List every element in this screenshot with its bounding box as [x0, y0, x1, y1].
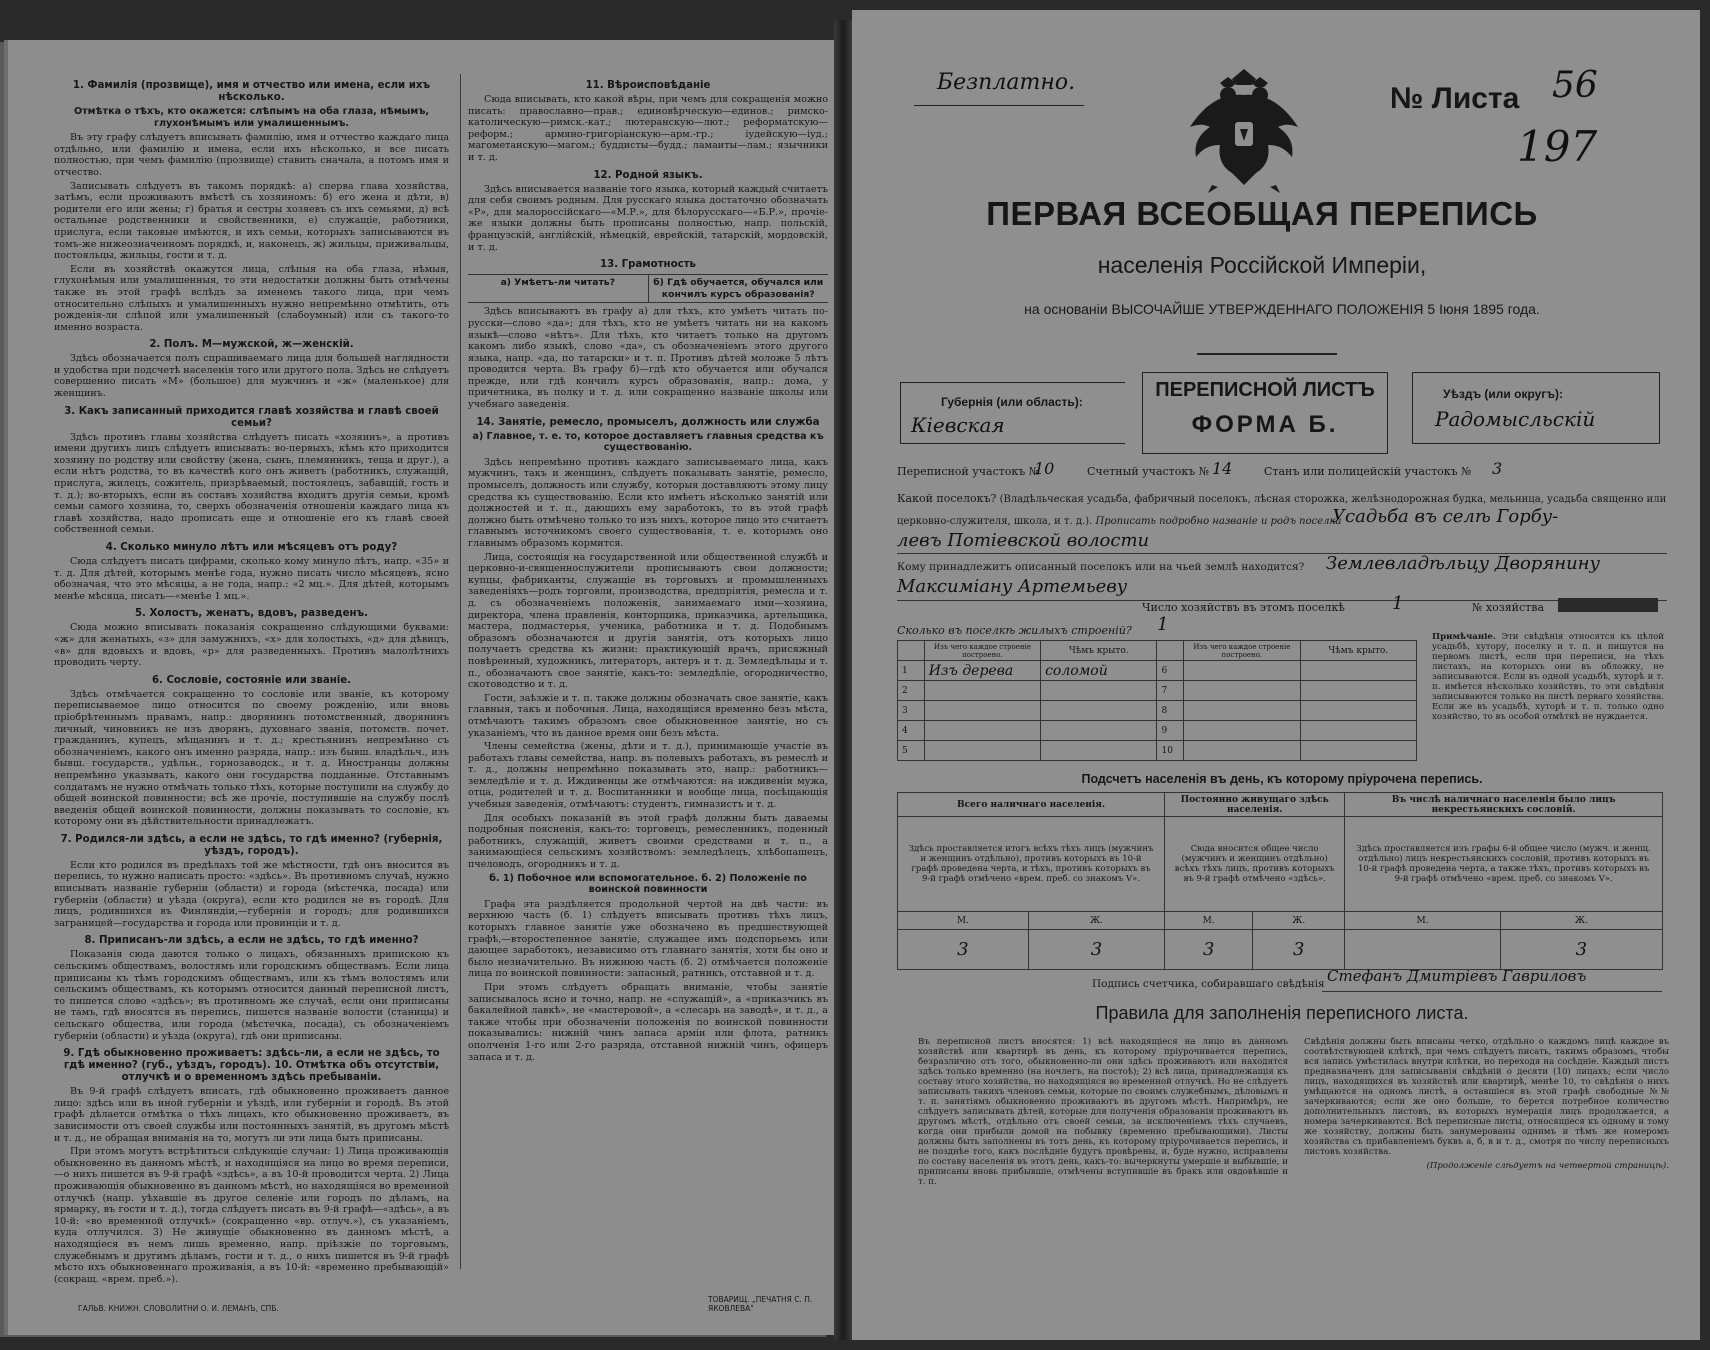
- building-roof: [1041, 721, 1157, 741]
- section-heading: 9. Гдѣ обыкновенно проживаетъ: здѣсь-ли, а если не здѣсь, то гдѣ именно? (губ., уѣздъ, городъ). 10. Отмѣтка объ отсутствіи, отлучкѣ и о временномъ здѣсь пребываніи.: [63, 1048, 440, 1084]
- building-material: [1184, 681, 1300, 701]
- police-district-handwritten: 3: [1492, 459, 1503, 478]
- form-title-box: [1142, 372, 1388, 454]
- owner-handwritten-2: Максиміану Артемьеву: [897, 576, 1128, 597]
- female-count: 3: [1028, 930, 1164, 970]
- instruction-paragraph: При этомъ слѣдуетъ обращать вниманіе, чтобы занятіе записывалось ясно и точно, напр. не «служащій», а «приказчикъ въ бакалейной лавкѣ», не «мастеровой», а «слесарь на заводѣ», и т. д., а также чтобы при обозначеніи положенія по воинской повинности показывались: нижній чинъ запаса арміи или флота, ратникъ ополченія 1-го или 2-го разряда, отставной нижній чинъ, офицеръ запаса и т. д.: [468, 981, 828, 1063]
- literacy-subheading: б) Гдѣ обучается, обучался или кончилъ курсъ образованія?: [648, 275, 829, 302]
- signature-label: Подпись счетчика, собиравшаго свѣдѣнія: [1092, 978, 1325, 990]
- buildings-roof-header-2: Чѣмъ крыто.: [1300, 641, 1416, 661]
- building-row: [898, 701, 1417, 721]
- building-material: [1184, 721, 1300, 741]
- instruction-paragraph: Здѣсь противъ главы хозяйства слѣдуетъ писать «хозяинъ», а противъ имени другихъ лицъ слѣдуетъ вписывать: во-первыхъ, кѣмъ кто приходится хозяину по родству или свойству (жена, сынъ, племянникъ, теща и друг.), а если нѣтъ родства, то въ качествѣ кого онъ живетъ (работникъ, служащій, прислуга, жилецъ, сожитель, призрѣваемый, постоялецъ, забавщій, гость и т. д.); во-вторыхъ, если въ составъ хозяйства входятъ другія семьи, кромѣ семьи самого хозяина, то, сверхъ обозначенія отношенія каждаго лица къ главѣ хозяйства, надо прописать еще и отношеніе его къ главѣ своей собственной семьи.: [54, 431, 449, 536]
- book-spine: [834, 20, 852, 1340]
- female-label: Ж.: [1500, 912, 1662, 930]
- households-handwritten: 1: [1392, 593, 1404, 614]
- title-divider: [1197, 353, 1337, 355]
- continued-note: (Продолженіе слѣдуетъ на четвертой страницѣ).: [1426, 1161, 1669, 1171]
- rules-column-left: Въ переписной листъ вносятся: 1) всѣ находящіеся на лицо въ данномъ хозяйствѣ или квартирѣ въ день, къ которому пріурочивается перепись, безразлично отъ того, обыкновенно-ли они здѣсь проживаютъ или находятся здѣсь только временно (на ночлегъ, на постоѣ); 2) всѣ лица, принадлежащія къ составу этого хозяйства, но находящіяся во временной отлучкѣ. Но не слѣдуетъ записывать такихъ членовъ семьи, которые по своимъ служебнымъ, дѣловымъ и т. п. занятіямъ обыкновенно проживаютъ въ другомъ мѣстѣ. Напримѣръ, не слѣдуетъ записывать дѣтей, которые для полученія образованія проживаютъ въ другомъ мѣстѣ, отдѣльно отъ своей семьи, за исключеніемъ тѣхъ случаевъ, когда они прибыли домой на побывку (временно пребывающими). Листы должны быть заполнены въ тотъ день, къ которому пріурочивается перепись, и не позднѣе того, какъ послѣдніе будутъ провѣрены, и, буде нужно, исправлены по составу населенія въ этотъ день, какъ-то: вычеркнуты умершіе и выбывшіе, и приписаны вновь прибывшіе, отмѣчены вступившіе въ бракъ или овдовѣвшіе и т. п.: [918, 1037, 1288, 1187]
- households-label: Число хозяйствъ въ этомъ поселкѣ: [1142, 601, 1345, 614]
- census-title: ПЕРВАЯ ВСЕОБЩАЯ ПЕРЕПИСЬ: [986, 195, 1538, 232]
- female-count: 3: [1253, 930, 1345, 970]
- female-label: Ж.: [1253, 912, 1345, 930]
- police-district-label: Станъ или полицейскій участокъ №: [1264, 465, 1472, 478]
- population-count-table: [897, 792, 1663, 970]
- building-number: 1: [898, 661, 925, 681]
- counting-district-label: Счетный участокъ №: [1087, 465, 1210, 478]
- building-row: [898, 681, 1417, 701]
- section-heading: 8. Приписанъ-ли здѣсь, а если не здѣсь, то гдѣ именно?: [84, 935, 419, 947]
- instruction-paragraph: При этомъ могутъ встрѣтиться слѣдующіе случаи: 1) Лица проживающія обыкновенно въ данномъ мѣстѣ, и находящіяся на лицо во время переписи,—о нихъ пишется въ 9-й графѣ «здѣсь», а въ 10-й проводится черта. 2) Лица проживающія обыкновенно въ данномъ мѣстѣ, но находящіяся во временной отлучкѣ (напр. уѣхавшіе въ другое селеніе или городъ по дѣламъ, на ярмарку, въ гости и т. д.), тогда слѣдуетъ писать въ 9-й графѣ—«здѣсь», а въ 10-й: «во временной отлучкѣ» (сокращенно «вр. отлуч.»), съ указаніемъ, куда отлучился. 3) Не живущіе обыкновенно въ данномъ мѣстѣ, а находящіеся въ немъ лишь временно, напр. пріѣзжіе по торговымъ, служебнымъ и другимъ дѣламъ, гости и т. д., о нихъ пишется въ 9-й графѣ мѣсто ихъ обыкновеннаго проживанія, а въ 10-й: «временно пребывающій» (сокращ. «врем. преб.»).: [54, 1146, 449, 1285]
- building-number: 5: [898, 741, 925, 761]
- count-column-header: Всего наличнаго населенія.: [898, 793, 1165, 817]
- section-heading: 1. Фамилія (прозвище), имя и отчество или имена, если ихъ нѣсколько.: [72, 80, 431, 103]
- census-form-page: [852, 10, 1700, 1340]
- section-heading: 4. Сколько минуло лѣтъ или мѣсяцевъ отъ роду?: [105, 542, 398, 553]
- form-variant: ФОРМА Б.: [1191, 411, 1339, 438]
- signature-handwritten: Стефанъ Дмитріевъ Гавриловъ: [1327, 967, 1587, 985]
- settlement-instruction: Прописать подробно названіе и родъ поселка: [1095, 516, 1342, 527]
- legal-basis: на основаніи ВЫСОЧАЙШЕ УТВЕРЖДЕННАГО ПОЛОЖЕНІЯ 5 Іюня 1895 года.: [1024, 301, 1540, 317]
- census-district-handwritten: 10: [1034, 459, 1055, 478]
- building-number: 3: [898, 701, 925, 721]
- count-column-header: Въ числѣ наличнаго населенія было лицъ некрестьянскихъ сословій.: [1345, 793, 1663, 817]
- building-roof: соломой: [1041, 661, 1157, 681]
- rules-right-text: Свѣдѣнія должны быть вписаны четко, отдѣльно о каждомъ лицѣ каждое въ соотвѣтствующей клѣткѣ, при чемъ слѣдуетъ писать, такимъ образомъ, чтобы вся запись умѣстилась внутри клѣтки, но переходя на сосѣдніе. Каждый листъ предназначенъ для записыванія свѣдѣній о десяти (10) лицахъ; если число лицъ, находящихся въ хозяйствѣ или квартирѣ, менѣе 10, то свѣдѣнія о нихъ умѣщаются на одномъ листѣ, а оставшіеся въ этой графѣ свободные №№ зачеркиваются; если же оно больше, то берется потребное количество дополнительныхъ листовъ, въ которыхъ нумерація лицъ продолжается, а номера зачеркиваются. Всѣ переписные листы, относящіеся къ одному и тому же хозяйству, должны быть занумерованы однимъ и тѣмъ же номеромъ хозяйства съ прибавленіемъ буквъ а, б, в и т. д., смотря по числу переписныхъ листовъ хозяйства.: [1304, 1037, 1669, 1157]
- section-heading: 2. Полъ. М—мужской, ж—женскій.: [149, 339, 354, 351]
- instruction-paragraph: Лица, состоящія на государственной или общественной службѣ и церковно-и-священнослужители прописываютъ свои должности; купцы, фабриканты, служащіе въ торговыхъ и промышленныхъ заведеніяхъ—родъ торговли, производства, предпріятія, ремесла и т. д. съ обозначеніемъ положенія, занимаемаго ими—хозяина, директора, члена правленія, конторщика, приказчика, артельщика, мастера, подмастерья, ученика, работника и т. д. Подобнымъ образомъ обозначаются и другія занятія, отъ которыхъ лицо получаетъ средства къ жизни: практикующій врачъ, присяжный повѣренный, художникъ, литераторъ, актеръ и т. д. Земледѣльцы и т. п., обозначаютъ свое занятіе, какъ-то: земледѣліе, огородничество, скотоводство и т. д.: [468, 551, 828, 691]
- section-heading: 11. Вѣроисповѣданіе: [585, 80, 711, 91]
- building-number: 8: [1157, 701, 1184, 721]
- building-number: 9: [1157, 721, 1184, 741]
- building-material: Изъ дерева: [924, 661, 1040, 681]
- building-material: [1184, 741, 1300, 761]
- section-subheading: б. 1) Побочное или вспомогательное. б. 2) Положеніе по воинской повинности: [489, 872, 807, 896]
- instruction-paragraph: Сюда вписывать, кто какой вѣры, при чемъ для сокращенія можно писать: православно—прав.; единовѣрческую—единов.; римско-католическую—римск.-кат.; лютеранскую—лют.; реформатскую—реформ.; армяно-григоріанскую—арм.-гр.; іудейскую—іуд.; магометанскую—магом.; буддисты—будд.; ламаиты—лам.; язычники и т. д.: [468, 94, 828, 163]
- male-count: 3: [1165, 930, 1253, 970]
- instruction-paragraph: Показанія сюда даются только о лицахъ, обязанныхъ припискою къ сельскимъ обществамъ, волостямъ или городскимъ обществамъ. Если лица приписаны къ тѣмъ городскимъ обществамъ, или къ тѣмъ волостямъ или сельскимъ обществамъ, къ которымъ относится данный переписной листъ, то пишется слово «здѣсь»; въ противномъ же случаѣ, если они приписаны не тамъ, гдѣ вносятся въ перепись, пишется названіе волости (станицы) и сельскаго общества, или города (мѣстечка, посада), съ обозначеніемъ губерніи (области) и уѣзда (округа), гдѣ они приписаны.: [54, 949, 449, 1042]
- uezd-handwritten: Радомысльскій: [1435, 407, 1596, 431]
- building-roof: [1300, 721, 1416, 741]
- owner-handwritten-1: Землевладѣльцу Дворянину: [1326, 553, 1600, 574]
- column-divider: [460, 74, 461, 1269]
- archive-number-handwritten: 197: [1517, 122, 1598, 171]
- census-subtitle: населенія Россійской Имперіи,: [1097, 252, 1427, 278]
- male-count: 3: [898, 930, 1029, 970]
- settlement-label: Какой поселокъ?: [897, 492, 997, 505]
- uezd-box: [1412, 372, 1660, 444]
- building-material: [924, 701, 1040, 721]
- buildings-material-header-2: Изъ чего каждое строеніе построено.: [1184, 641, 1300, 661]
- instruction-paragraph: Здѣсь непремѣнно противъ каждаго записываемаго лица, какъ мужчинъ, такъ и женщинъ, слѣдуетъ показывать занятіе, ремесло, промыселъ, должность или службу, которыя доставляютъ этому лицу средства къ существованію. Если кто имѣетъ нѣсколько занятій или должностей и т. п., дающихъ ему заработокъ, то въ этой графѣ должно быть отмѣчено только то изъ нихъ, которое лицо это считаетъ главнымъ источникомъ своего существованія, т. е. которымъ оно главнымъ образомъ кормится.: [468, 456, 828, 549]
- literacy-subheading: а) Умѣетъ-ли читать?: [500, 277, 615, 289]
- printer-note-right: ТОВАРИЩ. „ПЕЧАТНЯ С. П. ЯКОВЛЕВА": [708, 1295, 813, 1313]
- note-text: Эти свѣдѣнія относятся къ цѣлой усадьбѣ, хутору, поселку и т. п. и пишутся на первомъ листѣ, если при переписи, на тѣхъ листахъ, на которыхъ они въ обложку, не записываются. Если въ одной усадьбѣ, хуторѣ и т. п. имѣется нѣсколько хозяйствъ, то эти свѣдѣнія записываются только на листѣ перваго хозяйства. Если же въ усадьбѣ, хуторѣ и т. п. только одно хозяйство, то въ особой отмѣткѣ не нуждается.: [1432, 632, 1664, 722]
- section-heading: 6. Сословіе, состояніе или званіе.: [151, 674, 352, 686]
- buildings-note: [1432, 632, 1664, 722]
- rules-title: Правила для заполненія переписного листа.: [1095, 1003, 1469, 1023]
- male-label: М.: [898, 912, 1029, 930]
- instruction-paragraph: Записывать слѣдуетъ въ такомъ порядкѣ: а) сперва глава хозяйства, затѣмъ, если проживаютъ вмѣстѣ съ хозяиномъ: б) его жена и дѣти, в) родители его или жены; г) братья и сестры хозяевъ съ ихъ семьями, д) всѣ остальные родственники и свойственники, е) служащіе, работники, прислуга, если таковые имѣются, и ихъ семьи, которыхъ записываются въ томъ-же нижеозначенномъ порядкѣ, и, наконецъ, ж) жильцы, приживальцы, постояльцы, жильцы, гости и т. д.: [54, 180, 449, 262]
- sheet-number-label: № Листа: [1390, 82, 1520, 115]
- instruction-paragraph: Здѣсь отмѣчается сокращенно то сословіе или званіе, къ которому переписываемое лицо относится по своему рожденію, или вновь пріобрѣтеннымъ правамъ, напр.: дворянинъ потомственный, дворянинъ личный, чиновникъ не изъ дворянъ, духовнаго званія, потомств. почет. гражданинъ, купецъ, мѣщанинъ и т. д.; крестьянинъ непремѣнно съ обозначеніемъ, какого онъ именно разряда, напр.: изъ бывш. владѣльч., изъ бывш. государств., удѣльн., горнозаводск., и т. д. Иностранцы должны непремѣнно указывать, какого они государства подданные. Отставнымъ солдатамъ не нужно отмѣчать только тѣхъ, которые поступили на службу до общей воинской повинности; всѣ же прочіе, поступившіе на службу послѣ введенія общей воинской повинности, должны показывать то сословіе, къ которому они въ дѣйствительности принадлежатъ.: [54, 688, 449, 828]
- form-title: ПЕРЕПИСНОЙ ЛИСТЪ: [1155, 379, 1375, 401]
- instruction-paragraph: Если въ хозяйствѣ окажутся лица, слѣпыя на оба глаза, нѣмыя, глухонѣмыя или умалишенныя, то эти недостатки должны быть отмѣчены также въ этой графѣ вслѣдъ за именемъ такого лица, при чемъ относительно слѣпыхъ и умалишенныхъ нужно непремѣнно отмѣтить, отъ рожденія-ли слѣпой или умалишенный (слабоумный) или съ такого-то именно возраста.: [54, 263, 449, 333]
- buildings-material-header: Изъ чего каждое строеніе построено.: [924, 641, 1040, 661]
- census-district-label: Переписной участокъ №: [897, 465, 1040, 478]
- building-roof: [1041, 701, 1157, 721]
- building-number: 6: [1157, 661, 1184, 681]
- instruction-paragraph: Графа эта раздѣляется продольной чертой на двѣ части: въ верхнюю часть (б. 1) слѣдуетъ вписывать противъ тѣхъ лицъ, которыхъ главное занятіе уже обозначено въ предшествующей графѣ,—второстепенное занятіе, служащее имъ подспорьемъ или дающее заработокъ, независимо отъ главнаго занятія, хотя бы оно и было незначительно. Въ нижнюю часть (б. 2) отмѣчается положеніе лица по воинской повинности: запасный, ратникъ, отставной и т. д.: [468, 898, 828, 980]
- section-heading: 13. Грамотность: [600, 259, 696, 271]
- count-row: [898, 912, 1663, 930]
- counting-district-handwritten: 14: [1212, 459, 1233, 478]
- building-row: [898, 661, 1417, 681]
- building-roof: [1300, 661, 1416, 681]
- section-heading: 7. Родился-ли здѣсь, а если не здѣсь, то гдѣ именно? (губернія, уѣздъ, городъ).: [60, 833, 443, 857]
- section-subheading: Отмѣтка о тѣхъ, кто окажется: слѣпымъ на оба глаза, нѣмымъ, глухонѣмымъ или умалишеннымъ.: [73, 106, 430, 129]
- building-number: 10: [1157, 741, 1184, 761]
- settlement-handwritten-2: левъ Потіевской волости: [897, 530, 1150, 551]
- instructions-column-2: [468, 74, 828, 1065]
- free-label: Безплатно.: [937, 70, 1076, 95]
- instruction-paragraph: Здѣсь вписывается названіе того языка, который каждый считаетъ для себя своимъ родным. Для русскаго языка достаточно обозначать «Р», для малороссійскаго—«М.Р.», для бѣлорусскаго—«Б.Р.», прочіе-же языки должны быть прописаны полностью, напр. польскій, французскій, англійскій, нѣмецкій, еврейскій, татарскій, мордовскій, и т. д.: [468, 183, 828, 253]
- household-number-label: № хозяйства: [1472, 601, 1544, 614]
- rules-column-right: [1304, 1037, 1669, 1171]
- buildings-label: Сколько въ поселкѣ жилыхъ строеній?: [897, 624, 1132, 637]
- count-column-description: Сюда вносится общее число (мужчинъ и женщинъ отдѣльно) всѣхъ тѣхъ лицъ, противъ которыхъ въ 9-й графѣ отмѣчено «здѣсь».: [1165, 817, 1345, 912]
- count-column-description: Здѣсь проставляется итогъ всѣхъ тѣхъ лицъ (мужчинъ и женщинъ отдѣльно), противъ которыхъ въ 10-й графѣ проведена черта, и тѣхъ, противъ которыхъ въ 9-й графѣ отмѣчено «врем. преб. со знакомъ V».: [898, 817, 1165, 912]
- section-heading: 3. Какъ записанный приходится главѣ хозяйства и главѣ своей семьи?: [64, 405, 439, 429]
- imperial-eagle-emblem: [1182, 65, 1307, 195]
- free-underline: [914, 105, 1084, 106]
- household-number-redaction: [1558, 598, 1658, 612]
- instruction-paragraph: Если кто родился въ предѣлахъ той же мѣстности, гдѣ онъ вносится въ перепись, то нужно написать просто: «здѣсь». Въ противномъ случаѣ, нужно вписывать названіе губерніи (области) и города (мѣстечка, посада) или губерніи (области) и уѣзда (округа), если кто родился не въ городѣ. Для лицъ, родившихся въ Финляндіи,—губернія и городъ; для родившихся заграницей—государства и города или провинціи и т. д.: [54, 859, 449, 929]
- building-roof: [1300, 681, 1416, 701]
- buildings-handwritten: 1: [1157, 614, 1169, 635]
- gubernia-handwritten: Кіевская: [911, 413, 1005, 437]
- section-heading: 5. Холостъ, женатъ, вдовъ, разведенъ.: [134, 608, 369, 620]
- instruction-paragraph: Въ 9-й графѣ слѣдуетъ вписать, гдѣ обыкновенно проживаетъ данное лицо: здѣсь или въ иной губерніи и уѣздѣ, или губерніи и городѣ. Въ этой графѣ дѣлается отмѣтка о тѣхъ лицахъ, кто обыкновенно проживаетъ, въ зависимости отъ своей службы или постоянныхъ занятій, въ другомъ мѣстѣ и т. д., не обращая вниманія на то, могутъ ли эти лица быть приписаны.: [54, 1086, 449, 1144]
- building-material: [924, 741, 1040, 761]
- instruction-paragraph: Члены семейства (жены, дѣти и т. д.), принимающіе участіе въ работахъ главы семейства, напр. въ полевыхъ работахъ, въ ремеслѣ и т. д., должны непремѣнно показывать это, напр.: работникъ—земледѣліе и т. д. Иждивенцы же отмѣчаются: на иждивеніи мужа, отца, родителей и т. д. Воспитанники и вообще лица, посѣщающія учебныя заведенія, отмѣчаютъ: студентъ, гимназистъ и т. д.: [468, 741, 828, 811]
- building-row: [898, 741, 1417, 761]
- section-heading: 14. Занятіе, ремесло, промыселъ, должность или служба: [476, 416, 820, 428]
- building-number: 4: [898, 721, 925, 741]
- count-row: [898, 817, 1663, 912]
- sheet-number-handwritten: 56: [1552, 65, 1598, 106]
- printer-note-left: ГАЛЬВ. КНИЖН. СЛОВОЛИТНИ О. И. ЛЕМАНЪ, СПБ.: [78, 1304, 279, 1313]
- population-count-title: Подсчетъ населенія въ день, къ которому пріурочена перепись.: [1081, 772, 1483, 786]
- instruction-paragraph: Здѣсь обозначается полъ спрашиваемаго лица для большей наглядности и удобства при подсчетѣ населенія того или другого пола. Здѣсь не слѣдуетъ совершенно писать «М» (большое) для мужчинъ и «ж» (маленькое) для женщинъ.: [54, 353, 449, 400]
- settlement-handwritten-1: Усадьба въ селѣ Горбу-: [1332, 506, 1559, 527]
- count-row: [898, 793, 1663, 817]
- count-row: [898, 930, 1663, 970]
- owner-label: Кому принадлежитъ описанный поселокъ или на чьей землѣ находится?: [897, 561, 1305, 573]
- male-count: [1345, 930, 1500, 970]
- instruction-paragraph: Въ эту графу слѣдуетъ вписывать фамилію, имя и отчество каждаго лица отдѣльно, или фамилію и имена, если ихъ нѣсколько, и все писать полностью, при чемъ фамилію (прозвище) ставить сначала, а потомъ имя и отчество.: [54, 132, 449, 178]
- instruction-paragraph: Для особыхъ показаній въ этой графѣ должны быть даваемы подробныя поясненія, какъ-то: торговецъ, ремесленникъ, поденный работникъ, служащій, живетъ своими средствами и т. п., а занимающіеся сельскимъ хозяйствомъ: земледѣлецъ, хлѣбопашецъ, пчеловодъ, огородникъ и т. д.: [468, 812, 828, 871]
- instruction-paragraph: Сюда слѣдуетъ писать цифрами, сколько кому минуло лѣтъ, напр. «35» и т. д. Для дѣтей, которымъ менѣе года, нужно писать число мѣсяцевъ, ясно обозначая, что это мѣсяцы, а не года, напр.: «2 мц.». Для дѣтей, которымъ менѣе мѣсяца, писать—«менѣе 1 мц.».: [54, 556, 449, 602]
- buildings-roof-header: Чѣмъ крыто.: [1041, 641, 1157, 661]
- note-title: Примѣчаніе.: [1432, 632, 1496, 642]
- female-count: 3: [1500, 930, 1662, 970]
- literacy-split-header: [468, 274, 828, 303]
- settlement-description: (Владѣльческая усадьба, фабричный поселокъ, лѣсная сторожка, желѣзнодорожная будка, мельница, усадьба священно или церковно-служителя, школа, и т. д.).: [897, 494, 1667, 527]
- buildings-table: [897, 640, 1417, 761]
- building-number: 2: [898, 681, 925, 701]
- count-column-header: Постоянно живущаго здѣсь населенія.: [1165, 793, 1345, 817]
- building-roof: [1300, 741, 1416, 761]
- instruction-paragraph: Гости, заѣзжіе и т. п. также должны обозначать свое занятіе, какъ главныя, такъ и побочныя. Лица, находящіяся временно безъ мѣста, отмѣчаютъ такимъ образомъ свое обыкновенное занятіе, но съ указаніемъ, что въ данное время они безъ мѣста.: [468, 692, 828, 739]
- gubernia-box: [900, 382, 1125, 444]
- female-label: Ж.: [1028, 912, 1164, 930]
- building-roof: [1041, 741, 1157, 761]
- building-number: 7: [1157, 681, 1184, 701]
- gubernia-label: Губернія (или область):: [941, 395, 1083, 409]
- building-material: [924, 721, 1040, 741]
- instruction-paragraph: Сюда можно вписывать показанія сокращенно слѣдующими буквами: «ж» для женатыхъ, «з» для замужнихъ, «х» для холостыхъ, «д» для дѣвицъ, «в» для вдовыхъ и вдовъ, «р» для разведенныхъ. Противъ малолѣтнихъ проводить черту.: [54, 622, 449, 669]
- male-label: М.: [1345, 912, 1500, 930]
- building-roof: [1041, 681, 1157, 701]
- building-material: [1184, 661, 1300, 681]
- instructions-column-1: [54, 74, 449, 1287]
- building-roof: [1300, 701, 1416, 721]
- male-label: М.: [1165, 912, 1253, 930]
- building-row: [898, 721, 1417, 741]
- count-column-description: Здѣсь проставляется изъ графы 6-й общее число (мужч. и женщ. отдѣльно) лицъ некрестьянскихъ сословій, противъ которыхъ въ 10-й графѣ проведена черта, а также тѣхъ, противъ которыхъ въ 9-й графѣ отмѣчено «врем. преб. со знакомъ V».: [1345, 817, 1663, 912]
- uezd-label: Уѣздъ (или округъ):: [1443, 387, 1564, 401]
- section-heading: 12. Родной языкъ.: [593, 169, 703, 181]
- instructions-page: [8, 40, 834, 1335]
- building-material: [1184, 701, 1300, 721]
- signature-underline: [1322, 991, 1662, 992]
- section-subheading: а) Главное, т. е. то, которое доставляетъ главныя средства къ существованію.: [472, 430, 824, 454]
- building-material: [924, 681, 1040, 701]
- instruction-paragraph: Здѣсь вписываютъ въ графу а) для тѣхъ, кто умѣетъ читать по-русски—слово «да»; для тѣхъ, кто не умѣетъ читать ни на какомъ языкѣ—слово «нѣтъ». Для тѣхъ, кто читаетъ только на другомъ какомъ либо языкѣ, слово «да», съ обозначеніемъ этого другого языка, напр. «да, по татарски» и т. п. Противъ дѣтей моложе 5 лѣтъ проводится черта. Въ графу б)—гдѣ кто обучается или обучался прежде, или гдѣ кончилъ курсъ образованія, напр.: дома, у причетника, въ полку и т. д. или сокращенно названіе школы или учебнаго заведенія.: [468, 306, 828, 411]
